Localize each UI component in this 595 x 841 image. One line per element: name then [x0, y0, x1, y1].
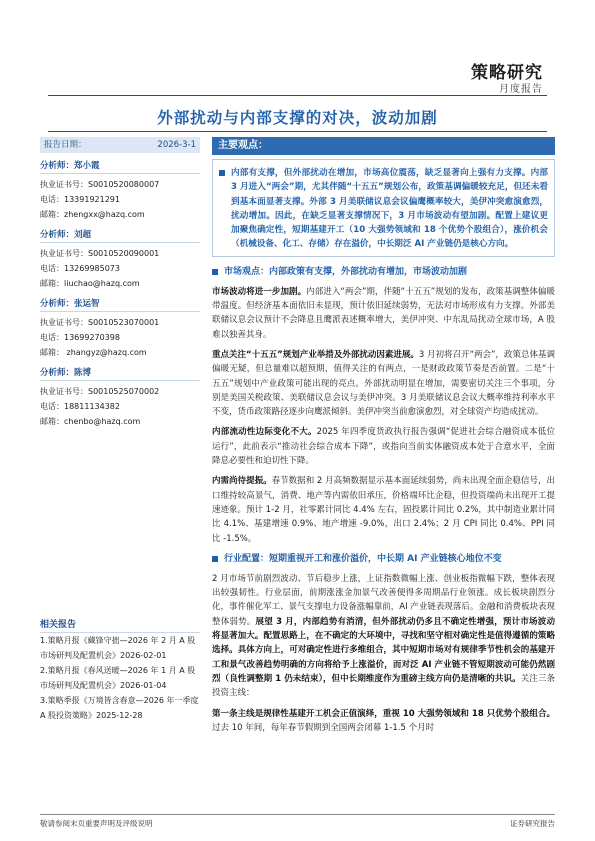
paragraph-body: 3 月初将召开“两会”，政策总体基调偏暖无疑，但总量难以超预期，值得关注的有两点，一是财政政策节奏是否前置。二是“十五五”规划中产业政策可能出现的亮点。外部扰动明显在增加，需要密切关注三个事项，分别是美国关税政策、美联储议息会议与美伊冲突。: [212, 349, 555, 403]
analyst-email[interactable]: 邮箱：zhengxx@hazq.com: [40, 210, 145, 219]
analyst-email[interactable]: 邮箱： zhangyz@hazq.com: [40, 348, 147, 357]
analyst-name: 分析师：郑小霞: [40, 159, 200, 174]
analyst-license: 执业证书号：S0010520090001: [40, 249, 160, 258]
analyst-email[interactable]: 邮箱：liuchao@hazq.com: [40, 279, 140, 288]
analyst-block: [40, 297, 200, 360]
report-subtype: 月度报告: [499, 84, 543, 95]
report-type: 策略研究: [471, 63, 543, 83]
analyst-phone: 电话：18811134382: [40, 402, 120, 411]
document-title: 外部扰动与内部支撑的对决，波动加剧: [157, 109, 438, 127]
paragraph-body: 过去 10 年间，每年春节假期到全国两会闭幕 1-1.5 个月时: [212, 722, 435, 733]
key-point: 内部有支撑，但外部扰动在增加，市场高位震荡，缺乏显著向上强有力支撑。内部 3 月进入“两会”期，尤其伴随“十五五”规划公布，政策基调偏暖较充足，但还未看到基本面显著支撑。外部 3 月美联储议息会议偏鹰概率较大，美伊冲突愈演愈烈，扰动增加。因此，在缺乏显著支撑情况下，3 月市场波动有望加剧。配置上建议更加聚焦确定性，短期基建开工（10 大强势领域和 18 个优势个股组合），涨价机会（机械设备、化工、存储）存在溢价，中长期泛 AI 产业链仍是核心方向。: [219, 166, 548, 252]
analyst-block: [40, 159, 200, 222]
paragraph-body: 2 月市场节前剧烈波动、节后稳步上涨，上证指数微幅上涨、创业板指微幅下跌，整体表现出较强韧性。行业层面，前期涨涨金加景气改善便得多周期品行业领涨。成长板块剧烈分化，事件催化军工、景气支撑电力设备涨幅靠前，AI 产业链表现落后。金融和消费板块表现整体弱势。: [212, 573, 555, 627]
analyst-email[interactable]: 邮箱：chenbo@hazq.com: [40, 417, 141, 426]
report-date-value: 2026-3-1: [157, 140, 196, 150]
paragraph-body: 2025 年四季度货政执行报告强调“促进社会综合融资成本低位运行”，此前表示“推动社会综合成本下降”，或指向当前实体融资成本处于合意水平，全面降息必要性和迫切性下降。: [212, 427, 555, 467]
related-report-item[interactable]: 3.策略季报《万境皆含春意—2026 年一季度 A 股投资策略》2025-12-28: [40, 696, 199, 720]
paragraph-body: 关注三条投资主线：: [212, 673, 555, 699]
section-title: 主要观点：: [212, 137, 555, 155]
report-date-bar: [40, 137, 200, 153]
related-report-item[interactable]: 2.策略月报《春风送暖—2026 年 1 月 A 股市场研判及配置机会》2026-01-04: [40, 666, 196, 690]
paragraph-body: 3 月美联储议息会议大概率维持利率水平不变，货币政策路径逐步向鹰派倾斜。美伊冲突当前愈演愈烈，对全球资产均造成扰动。: [212, 392, 555, 418]
analyst-phone: 电话：13699270398: [40, 333, 120, 342]
analyst-license: 执业证书号：S0010525070002: [40, 387, 160, 396]
related-reports-heading: 相关报告: [40, 617, 200, 633]
paragraph-body: 内部进入“两会”期，伴随“十五五”规划的发布，政策基调整体偏暖带温度。但经济基本面依旧未显现，预计依旧延续弱势，无法对市场形成有力支撑。外部美联储议息会议预计不会降息且鹰派表述概率增大，美伊冲突、中东乱局扰动全球市场，A 股难以独善其身。: [212, 286, 555, 340]
paragraph: [212, 707, 555, 736]
paragraph-emphasis: 展望 3 月，内部趋势有消清，但外部扰动仍多且不确定性增强，预计市场波动将显著加大。配置思路上，在不确定的大环境中，寻找和坚守相对确定性是值得遵循的策略选择。具体方向上，可对确定性进行多维组合，其中短期市场对有规律季节性机会的基建开工和景气改善趋势明确的方向将给予上涨溢价，而对泛 AI 产业链不管短期波动可能仍然剧烈（良性调整期 1 仍未结束），但中长期维度作为重磅主线方向仍是清晰的共识。: [212, 616, 555, 684]
paragraph-lead: 内部流动性边际变化不大。: [212, 427, 317, 438]
paragraph: [212, 474, 555, 545]
analyst-phone: 电话：13391921291: [40, 195, 120, 204]
left-sidebar: [40, 137, 200, 723]
market-view-heading: 市场观点：内部政策有支撑，外部扰动有增加，市场波动加剧: [212, 265, 555, 279]
paragraph: [212, 285, 555, 342]
analyst-name: 分析师：刘超: [40, 228, 200, 243]
paragraph-lead: 内需尚待提振。: [212, 476, 272, 487]
paragraph-lead: 重点关注“十五五”规划产业举措及外部扰动因素进展。: [212, 349, 419, 360]
title-divider: [48, 131, 547, 132]
paragraph-body: 春节数据和 2 月高频数据显示基本面延续弱势，尚未出现全面企稳信号，出口维持较高景气，消费、地产等内需依旧承压，价格端环比企稳，但投资端尚未出现开工提速迹象。预计 1-2 月，社零累计同比 4.4% 左右，固投累计同比 0.2%，其中制造业累计同比 4.1%、基建增速 0.9%、地产增速 -9.0%，出口 2.4%；2 月 CPI 同比 0.4%、PPI 同比 -1.5%。: [212, 476, 555, 544]
sidebar-spacer: [40, 429, 200, 617]
paragraph-lead: 市场波动将进一步加剧。: [212, 286, 307, 297]
header-divider: [48, 95, 547, 96]
paragraph-lead: 第一条主线是规律性基建开工机会正值演绎，重视 10 大强势领域和 18 只优势个股组合。: [212, 708, 555, 719]
footer-divider: [40, 814, 555, 815]
analyst-name: 分析师：张运智: [40, 297, 200, 312]
analyst-license: 执业证书号：S0010520080007: [40, 180, 160, 189]
main-content: [212, 137, 555, 735]
key-point-box: [212, 159, 555, 257]
analyst-block: [40, 366, 200, 429]
footer-disclaimer: 敬请参阅末页重要声明及评级说明: [40, 819, 153, 828]
paragraph: [212, 572, 555, 701]
related-report-item[interactable]: 1.策略月报《藏锋守拙—2026 年 2 月 A 股市场研判及配置机会》2026-02-01: [40, 636, 196, 660]
industry-config-heading: 行业配置：短期重视开工和涨价溢价，中长期 AI 产业链核心地位不变: [212, 552, 555, 566]
paragraph: [212, 425, 555, 468]
analyst-name: 分析师：陈博: [40, 366, 200, 381]
analyst-license: 执业证书号：S0010523070001: [40, 318, 160, 327]
paragraph: [212, 348, 555, 419]
analyst-block: [40, 228, 200, 291]
analyst-phone: 电话：13269985073: [40, 264, 120, 273]
footer-report-type: 证券研究报告: [510, 819, 555, 828]
report-date-label: 报告日期：: [44, 140, 87, 150]
